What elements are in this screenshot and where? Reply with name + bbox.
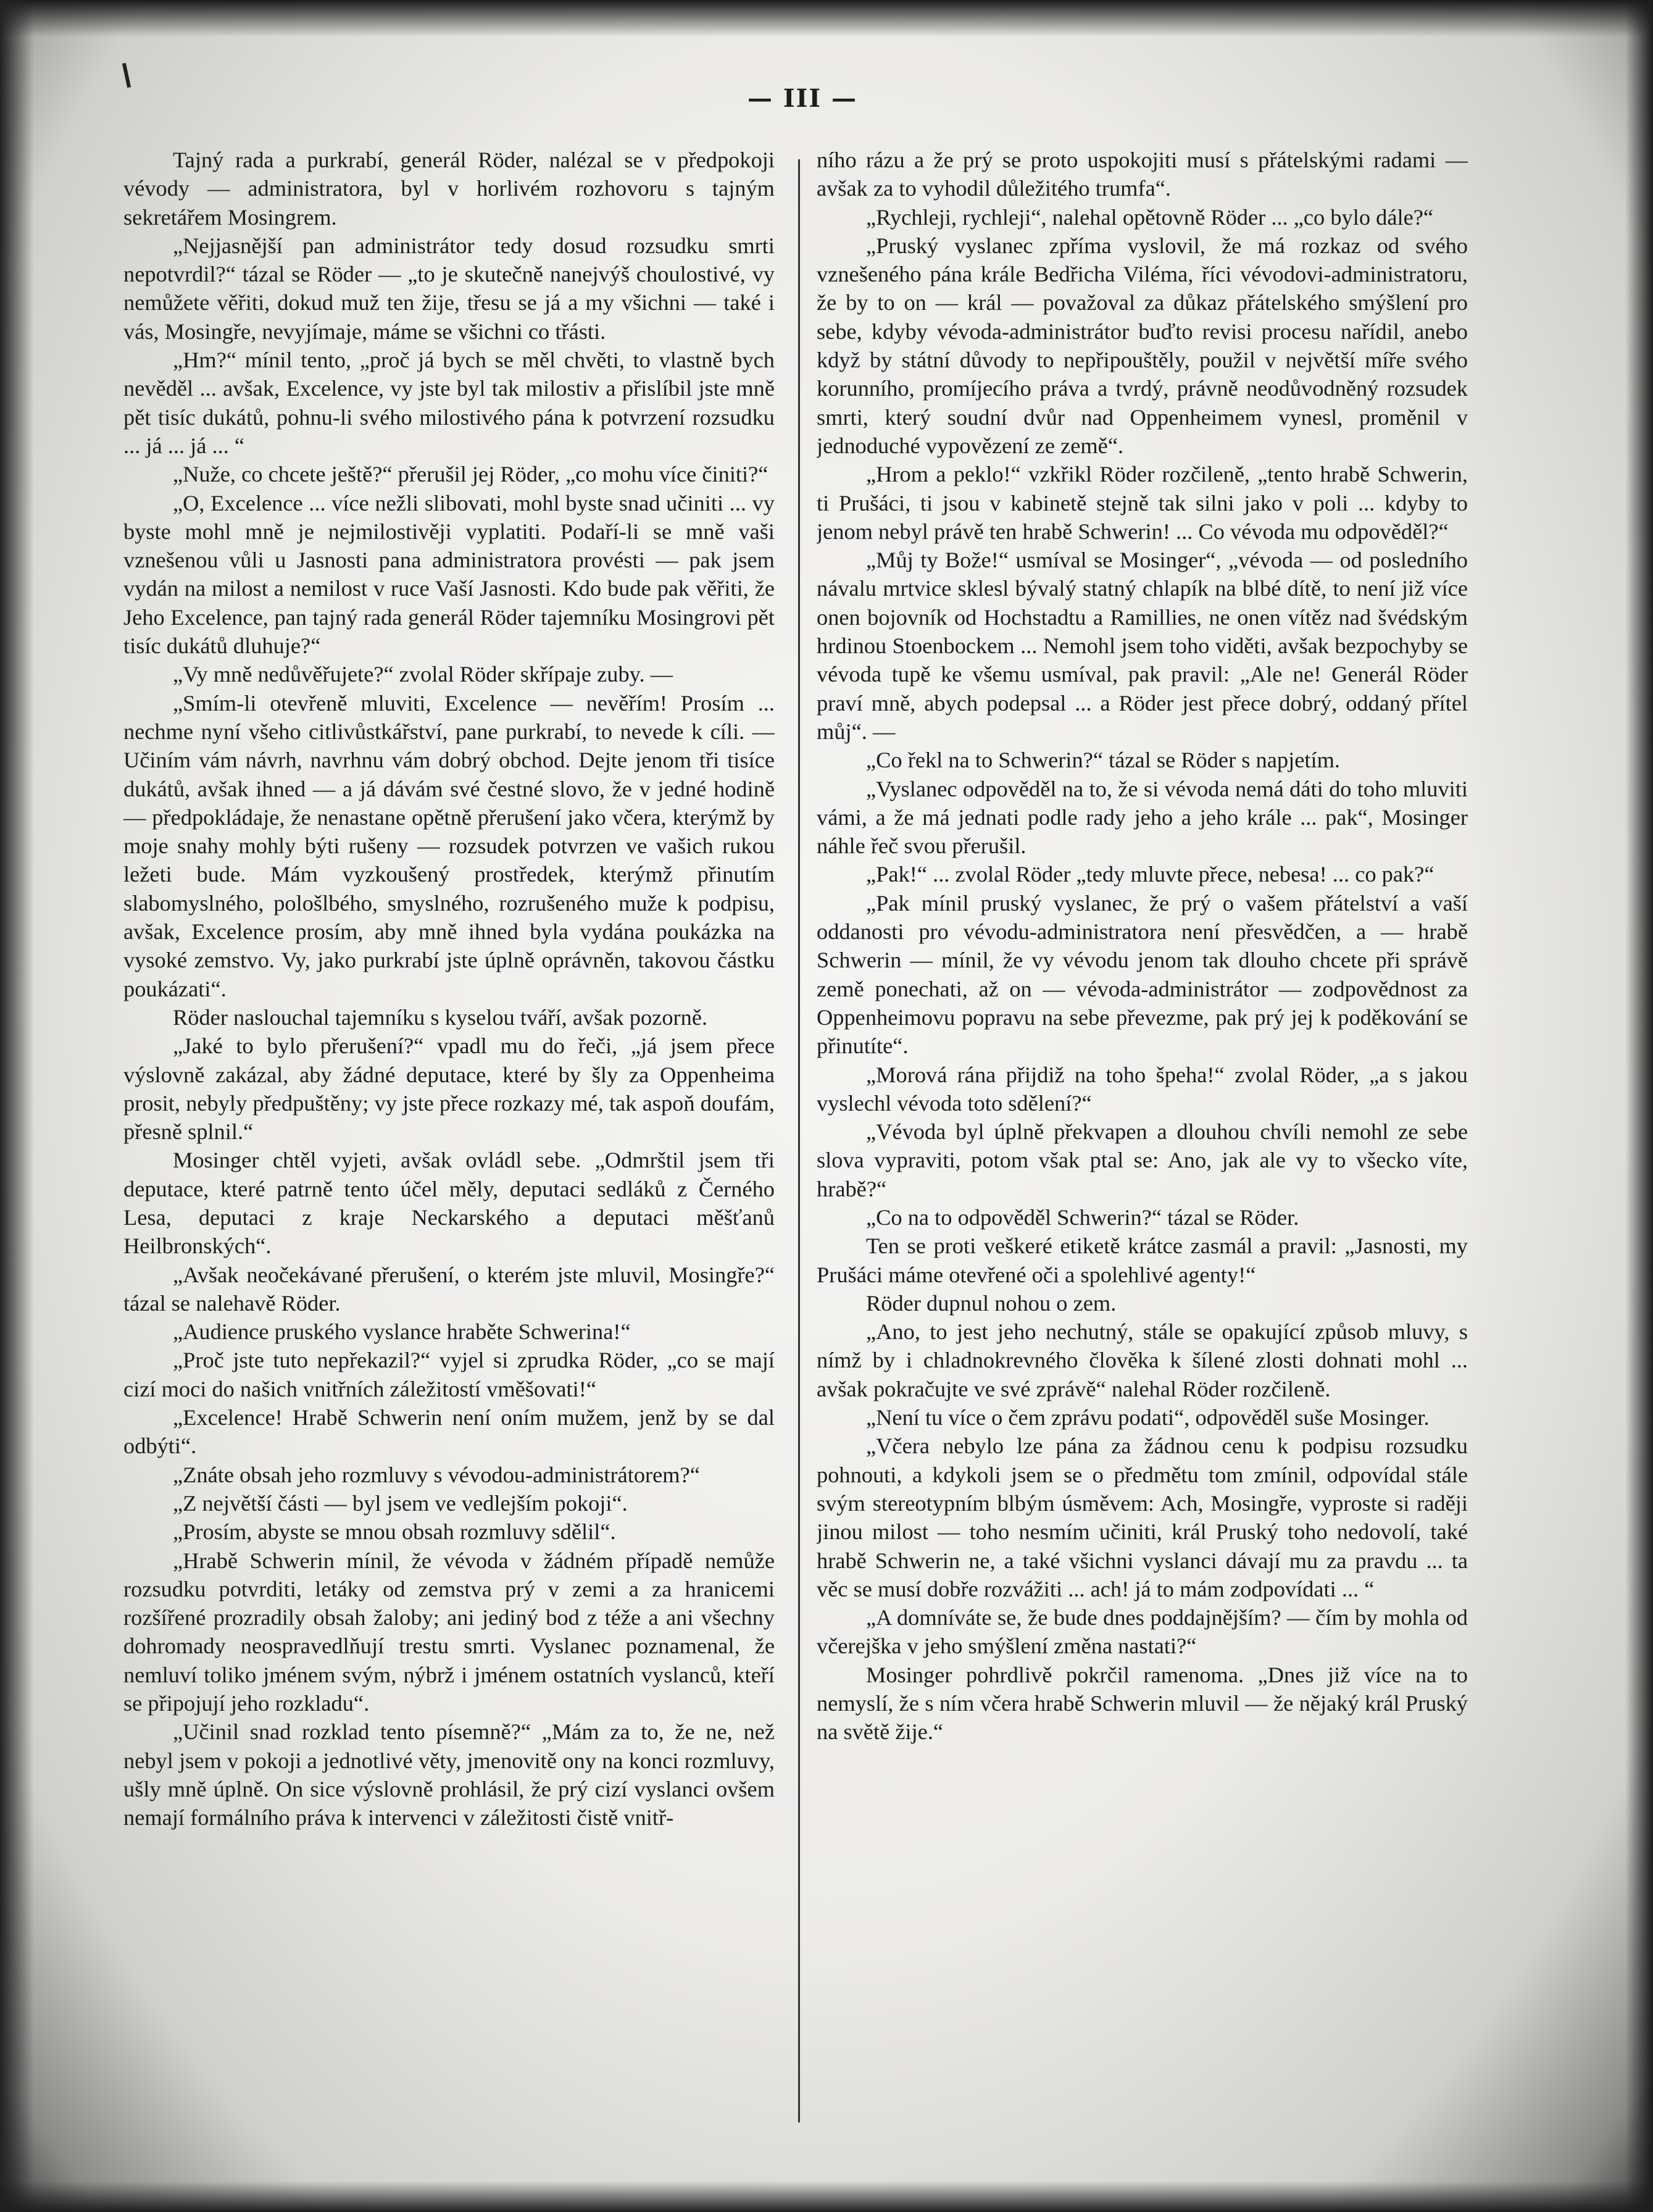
- paragraph: „O, Excelence ... více nežli slibovati, mohl byste snad učiniti ... vy byste mohl mně je nejmilostivěji vyplatiti. Podaří-li se mně vaši vznešenou vůli u Jasnosti pana administratora provésti — pak jsem vydán na milost a nemilost v ruce Vaší Jasnosti. Kdo bude pak věřiti, že Jeho Excelence, pan tajný rada generál Röder tajemníku Mosingrovi pět tisíc dukátů dluhuje?“: [123, 490, 775, 659]
- paragraph: „Hm?“ mínil tento, „proč já bych se měl chvěti, to vlastně bych nevěděl ... avšak, Excelence, vy jste byl tak milostiv a přislíbil jste mně pět tisíc dukátů, pohnu-li svého milostivého pána k potvrzení rozsudku ... já ... já ... “: [123, 348, 775, 458]
- right-text-column: [817, 146, 1468, 2177]
- paragraph: „Pak!“ ... zvolal Röder „tedy mluvte přece, nebesa! ... co pak?“: [866, 862, 1434, 887]
- paragraph: „Co na to odpověděl Schwerin?“ tázal se Röder.: [866, 1204, 1299, 1230]
- paragraph: „Není tu více o čem zprávu podati“, odpověděl suše Mosinger.: [866, 1405, 1430, 1430]
- paragraph: Ten se proti veškeré etiketě krátce zasmál a pravil: „Jasnosti, my Prušáci máme otevřené oči a spolehlivé agenty!“: [817, 1233, 1468, 1287]
- paragraph: „Můj ty Bože!“ usmíval se Mosinger“, „vévoda — od posledního návalu mrtvice sklesl bývalý statný chlapík na blbé dítě, to není již více onen bojovník od Hochstadtu a Ramillies, ne onen vítěz nad švédským hrdinou Stoenbockem ... Nemohl jsem toho viděti, avšak bezpochyby se vévoda tupě ke všemu usmíval, pak pravil: „Ale ne! Generál Röder praví mně, abych podepsal ... a Röder jest přece dobrý, oddaný přítel můj“. —: [817, 548, 1468, 744]
- paragraph: „Vyslanec odpověděl na to, že si vévoda nemá dáti do toho mluviti vámi, a že má jednati podle rady jeho a jeho krále ... pak“, Mosinger náhle řeč svou přerušil.: [817, 776, 1468, 859]
- paragraph: „Co řekl na to Schwerin?“ tázal se Röder s napjetím.: [866, 748, 1340, 773]
- paragraph: „A domníváte se, že bude dnes poddajnějším? — čím by mohla od včerejška v jeho smýšlení změna nastati?“: [817, 1605, 1468, 1659]
- scan-shadow-left: [0, 0, 34, 2212]
- left-text-column: [123, 146, 775, 2177]
- paragraph: „Avšak neočekávané přerušení, o kterém jste mluvil, Mosingře?“ tázal se nalehavě Röder.: [123, 1262, 775, 1316]
- scan-shadow-top: [0, 0, 1653, 37]
- page-number: — III —: [747, 84, 857, 113]
- paragraph: „Nuže, co chcete ještě?“ přerušil jej Röder, „co mohu více činiti?“: [173, 462, 768, 487]
- paragraph: „Audience pruského vyslance hraběte Schwerina!“: [173, 1319, 631, 1345]
- paragraph: „Ano, to jest jeho nechutný, stále se opakující způsob mluvy, s nímž by i chladnokrevného člověka k šílené zlosti dohnati mohl ... avšak pokračujte ve své zprávě“ nalehal Röder rozčileně.: [817, 1319, 1468, 1401]
- paragraph: „Prosím, abyste se mnou obsah rozmluvy sdělil“.: [173, 1519, 616, 1545]
- paragraph: Röder naslouchal tajemníku s kyselou tváří, avšak pozorně.: [173, 1004, 708, 1030]
- paragraph: „Hrom a peklo!“ vzkřikl Röder rozčileně, „tento hrabě Schwerin, ti Prušáci, ti jsou v kabinetě stejně tak silni jako v poli ... kdyby to jenom nebyl právě ten hrabě Schwerin! ... Co vévoda mu odpověděl?“: [817, 462, 1468, 544]
- paragraph: Mosinger pohrdlivě pokrčil ramenoma. „Dnes již více na to nemyslí, že s ním včera hrabě Schwerin mluvil — že nějaký král Pruský na světě žije.“: [817, 1662, 1468, 1745]
- paragraph: „Vévoda byl úplně překvapen a dlouhou chvíli nemohl ze sebe slova vypraviti, potom však ptal se: Ano, jak ale vy to všecko víte, hrabě?“: [817, 1119, 1468, 1201]
- paragraph: Mosinger chtěl vyjeti, avšak ovládl sebe. „Odmrštil jsem tři deputace, které patrně tento účel měly, deputaci sedláků z Černého Lesa, deputaci z kraje Neckarského a deputaci měšťanů Heilbronských“.: [123, 1148, 775, 1259]
- paragraph: „Smím-li otevřeně mluviti, Excelence — nevěřím! Prosím ... nechme nyní všeho citlivůstkářství, pane purkrabí, to nevede k cíli. — Učiním vám návrh, navrhnu vám dobrý obchod. Dejte jenom tři tisíce dukátů, avšak ihned — a já dávám své čestné slovo, že v jedné hodině — předpokládaje, že nenastane opětně přerušení jako včera, kterýmž by moje snahy mohly býti rušeny — rozsudek potvrzen ve vašich rukou ležeti bude. Mám vyzkoušený prostředek, kterýmž přinutím slabomyslného, pološlbého, smyslného, rozrušeného muže k podpisu, avšak, Excelence prosím, aby mně ihned byla vydána poukázka na vysoké zemstvo. Vy, jako purkrabí jste úplně oprávněn, takovou částku poukázati“.: [123, 690, 775, 1001]
- paragraph: Röder dupnul nohou o zem.: [866, 1290, 1117, 1316]
- scan-shadow-right: [1625, 0, 1653, 2212]
- paragraph: „Jaké to bylo přerušení?“ vpadl mu do řeči, „já jsem přece výslovně zakázal, aby žádné deputace, které by šly za Oppenheima prosit, nebyly předpuštěny; vy jste přece rozkazy mé, tak aspoň doufám, přesně splnil.“: [123, 1033, 775, 1145]
- paragraph: „Nejjasnější pan administrátor tedy dosud rozsudku smrti nepotvrdil?“ tázal se Röder — „to je skutečně nanejvýš choulostivé, vy nemůžete věřiti, dokud muž ten žije, třesu se já a my všichni — také i vás, Mosingře, nevyjímaje, máme se všichni co třásti.: [123, 233, 775, 344]
- paragraph: „Pak mínil pruský vyslanec, že prý o vašem přátelství a vaší oddanosti pro vévodu-administratora není přesvědčen, a — hrabě Schwerin — mínil, že vy vévodu jenom tak dlouho chcete při správě země ponechati, až on — vévoda-administrátor — zodpovědnost za Oppenheimovu popravu na sebe převezme, pak prý jej k poděkování se přinutíte“.: [817, 890, 1468, 1059]
- paragraph: „Morová rána přijdiž na toho špeha!“ zvolal Röder, „a s jakou vyslechl vévoda toto sdělení?“: [817, 1062, 1468, 1116]
- paragraph: „Rychleji, rychleji“, nalehal opětovně Röder ... „co bylo dále?“: [866, 204, 1434, 230]
- paragraph: ního rázu a že prý se proto uspokojiti musí s přátelskými radami — avšak za to vyhodil důležitého trumfa“.: [817, 148, 1468, 201]
- paragraph: „Z největší části — byl jsem ve vedlejším pokoji“.: [173, 1490, 628, 1516]
- column-divider: [798, 159, 800, 2122]
- paragraph: „Vy mně nedůvěřujete?“ zvolal Röder skřípaje zuby. —: [173, 662, 673, 687]
- paragraph: Tajný rada a purkrabí, generál Röder, nalézal se v předpokoji vévody — administratora, byl v horlivém rozhovoru s tajným sekretářem Mosingrem.: [123, 148, 775, 230]
- paragraph: „Včera nebylo lze pána za žádnou cenu k podpisu rozsudku pohnouti, a kdykoli jsem se o předmětu tom zmínil, odpovídal stále svým stereotypním blbým úsměvem: Ach, Mosingře, vyproste si raději jinou milost — toho nesmím učiniti, král Pruský toho nedovolí, také hrabě Schwerin ne, a také všichni vyslanci dávají mu za pravdu ... ta věc se musí dobře rozvážiti ... ach! já to mám zodpovídati ... “: [817, 1434, 1468, 1601]
- paragraph: „Excelence! Hrabě Schwerin není oním mužem, jenž by se dal odbýti“.: [123, 1405, 775, 1459]
- scan-shadow-bottom: [0, 2181, 1653, 2212]
- paragraph: „Proč jste tuto nepřekazil?“ vyjel si zprudka Röder, „co se mají cizí moci do našich vnitřních záležitostí vměšovati!“: [123, 1348, 775, 1401]
- stray-ink-mark: [122, 63, 131, 88]
- paragraph: „Učinil snad rozklad tento písemně?“ „Mám za to, že ne, než nebyl jsem v pokoji a jednotlivé věty, jmenovitě ony na konci rozmluvy, ušly mně úplně. On sice výslovně prohlásil, že prý cizí vyslanci ovšem nemají formálního práva k intervenci v záležitosti čistě vnitř-: [123, 1719, 775, 1830]
- paragraph: „Hrabě Schwerin mínil, že vévoda v žádném případě nemůže rozsudku potvrditi, letáky od zemstva prý v zemi a za hranicemi rozšířené prozradily obsah žaloby; ani jediný bod z téže a ani všechny dohromady neospravedlňují trestu smrti. Vyslanec poznamenal, že nemluví toliko jménem svým, nýbrž i jménem ostatních vyslanců, kteří se připojují jeho rozkladu“.: [123, 1548, 775, 1716]
- paragraph: „Pruský vyslanec zpříma vyslovil, že má rozkaz od svého vznešeného pána krále Bedřicha Viléma, říci vévodovi-administratoru, že by to on — král — považoval za důkaz přátelského smýšlení pro sebe, kdyby vévoda-administrátor buďto revisi procesu nařídil, anebo když by státní důvody to nepřipouštěly, použil v největší míře svého korunního, promíjecího práva a tvrdý, právně neodůvodněný rozsudek smrti, který soudní dvůr nad Oppenheimem vynesl, proměnil v jednoduché vypovězení ze země“.: [817, 233, 1468, 458]
- paragraph: „Znáte obsah jeho rozmluvy s vévodou-administrátorem?“: [173, 1462, 700, 1487]
